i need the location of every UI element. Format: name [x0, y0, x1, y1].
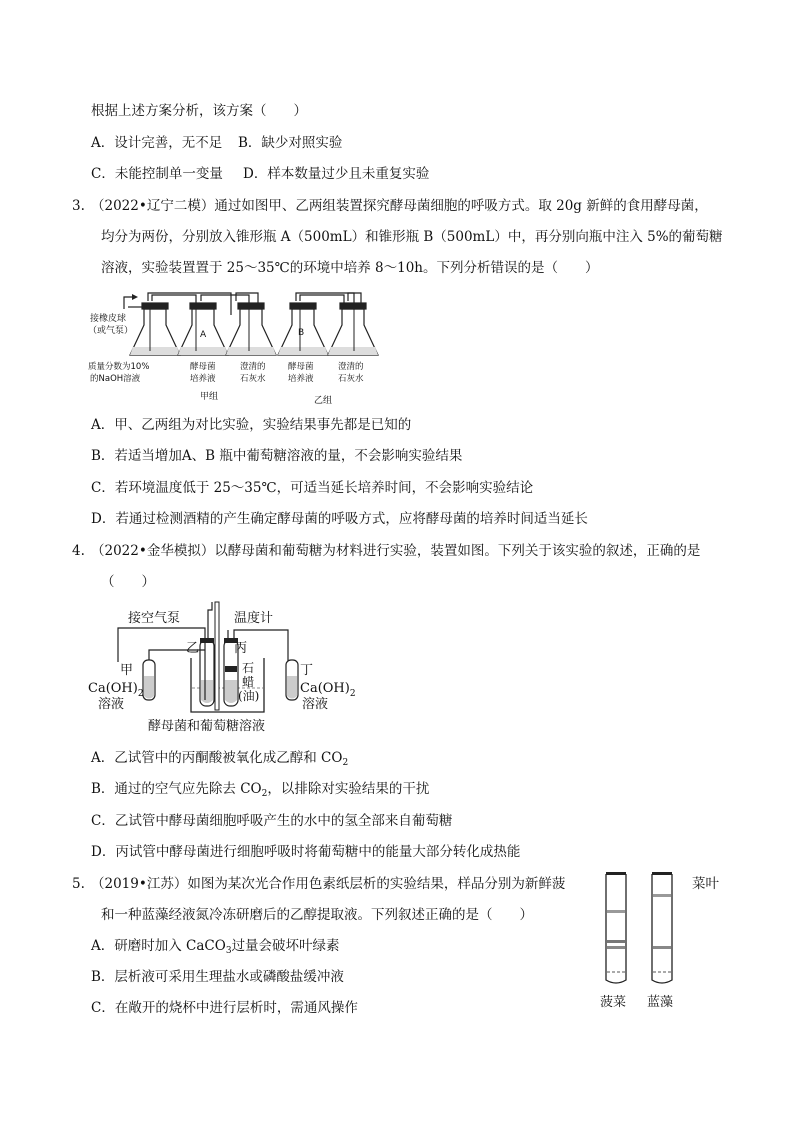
q3-number: 3.	[72, 198, 85, 214]
q4-option-d: D．丙试管中酵母菌进行细胞呼吸时将葡萄糖中的能量大部分转化成热能	[91, 844, 521, 860]
cyanobacteria-paper-strip	[652, 872, 672, 983]
q3-option-b: B．若适当增加A、B 瓶中葡萄糖溶液的量，不会影响实验结果	[91, 448, 463, 464]
chromatography-figure	[596, 868, 696, 1018]
q5-stem-line2: 和一种蓝藻经液氮冷冻研磨后的乙醇提取液。下列叙述正确的是（ ）	[101, 907, 533, 923]
q5-option-b: B．层析液可采用生理盐水或磷酸盐缓冲液	[91, 969, 344, 985]
lime-label-2-b: 石灰水	[338, 374, 364, 384]
q2-stem: 根据上述方案分析，该方案（ ）	[91, 103, 307, 119]
thermometer-label: 温度计	[234, 611, 274, 626]
group-yi-label: 乙组	[314, 396, 333, 406]
spinach-label: 菠菜	[600, 995, 627, 1010]
caoh2-label-right: $Ca(OH)_2$	[300, 681, 356, 699]
lime-label-1-b: 澄清的	[338, 362, 364, 372]
q3-option-a: A．甲、乙两组为对比实验，实验结果事先都是已知的	[91, 417, 412, 433]
pump-label-2: （或气泵）	[88, 326, 134, 336]
q4-option-c: C．乙试管中酵母菌细胞呼吸产生的水中的氢全部来自葡萄糖	[91, 813, 453, 829]
q4-option-b: B．通过的空气应先除去 $CO_2$，以排除对实验结果的干扰	[91, 781, 430, 799]
q5-stem-line1-tail: 菜叶	[692, 876, 719, 892]
lime-label-2-a: 石灰水	[240, 374, 266, 384]
q3-stem-line3: 溶液，实验装置置于 25～35℃的环境中培养 8～10h。下列分析错误的是（ ）	[101, 260, 599, 276]
q2-option-b: B．缺少对照实验	[238, 135, 343, 151]
caoh2-label-left: $Ca(OH)_2$	[88, 681, 144, 699]
jia-label: 甲	[120, 663, 134, 678]
q4-stem-line1: （2022•金华模拟）以酵母菌和葡萄糖为材料进行实验，装置如图。下列关于该实验的叙述，正确的是	[91, 543, 701, 559]
q3-option-d: D．若通过检测酒精的产生确定酵母菌的呼吸方式，应将酵母菌的培养时间适当延长	[91, 511, 588, 527]
q2-option-a: A．设计完善，无不足	[91, 135, 223, 151]
q5-option-c: C．在敞开的烧杯中进行层析时，需通风操作	[91, 1000, 358, 1016]
q4-number: 4.	[72, 543, 85, 559]
q3-apparatus-figure	[86, 285, 386, 410]
solution-label-left: 溶液	[98, 697, 125, 712]
pump-label-1: 接橡皮球	[90, 314, 127, 324]
q5-stem-line1: （2019•江苏）如图为某次光合作用色素纸层析的实验结果，样品分别为新鲜菠	[91, 876, 566, 892]
q3-stem-line1: （2022•辽宁二模）通过如图甲、乙两组装置探究酵母菌细胞的呼吸方式。取 20g 新鲜的食用酵母菌，	[91, 198, 708, 214]
yeast-label-1-b: 酵母菌	[288, 362, 314, 372]
paraffin-label-3: (油)	[238, 689, 260, 703]
bottle-b-label: B	[298, 328, 305, 338]
yeast-label-1-a: 酵母菌	[190, 362, 216, 372]
q5-option-a: A．研磨时加入 CaCO$_3$过量会破坏叶绿素	[91, 938, 340, 956]
naoh-label-1: 质量分数为10%	[88, 362, 150, 372]
q4-option-a: A．乙试管中的丙酮酸被氧化成乙醇和 $CO_2$	[91, 750, 349, 768]
yi-label: 乙	[186, 641, 200, 656]
spinach-paper-strip	[606, 872, 626, 983]
yeast-label-2-b: 培养液	[288, 374, 314, 384]
q3-option-c: C．若环境温度低于 25～35℃，可适当延长培养时间，不会影响实验结论	[91, 480, 534, 496]
q4-stem-line2: （ ）	[101, 574, 155, 590]
solution-label-right: 溶液	[302, 697, 329, 712]
ding-label: 丁	[300, 663, 314, 678]
q4-apparatus-figure	[88, 600, 358, 740]
thermometer	[215, 602, 219, 710]
yeast-label-2-a: 培养液	[190, 374, 216, 384]
air-pump-label: 接空气泵	[128, 611, 181, 626]
bing-label: 丙	[234, 641, 248, 656]
q2-option-d: D．样本数量过少且未重复实验	[243, 166, 430, 182]
q2-option-c: C．未能控制单一变量	[91, 166, 223, 182]
bottle-a-label: A	[200, 330, 207, 340]
naoh-label-2: 的NaOH溶液	[90, 374, 141, 384]
lime-label-1-a: 澄清的	[240, 362, 266, 372]
cyanobacteria-label: 蓝藻	[647, 995, 674, 1010]
yeast-solution-label: 酵母菌和葡萄糖溶液	[148, 719, 266, 734]
paraffin-label-2: 蜡	[242, 675, 255, 689]
paraffin-label-1: 石	[242, 661, 255, 675]
q5-number: 5.	[72, 876, 85, 892]
q3-stem-line2: 均分为两份，分别放入锥形瓶 A（500mL）和锥形瓶 B（500mL）中，再分别向瓶中注入 5%的葡萄糖	[101, 229, 723, 245]
group-jia-label: 甲组	[200, 392, 219, 402]
